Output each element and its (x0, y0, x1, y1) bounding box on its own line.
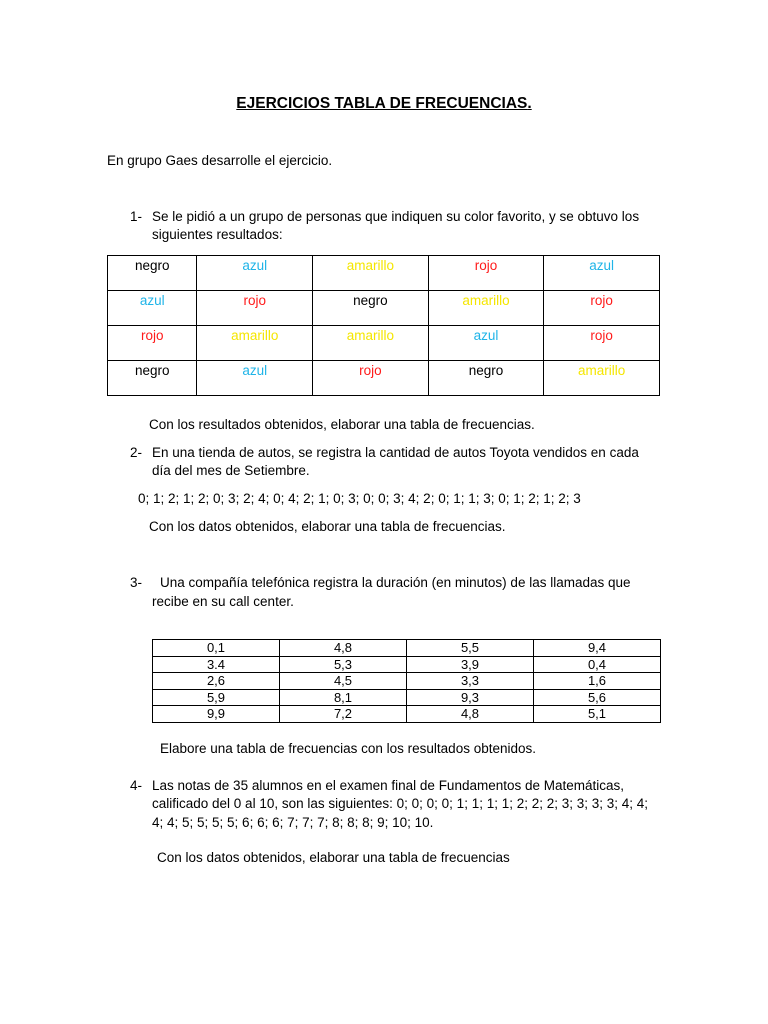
page-title-text: EJERCICIOS TABLA DE FRECUENCIAS (236, 95, 528, 112)
table-row (108, 291, 660, 326)
minutes-cell: 9,3 (407, 689, 534, 706)
minutes-cell: 0,4 (534, 656, 661, 673)
minutes-cell: 5,5 (407, 640, 534, 657)
minutes-cell: 9,4 (534, 640, 661, 657)
color-cell: negro (108, 361, 197, 396)
q3-number: 3- (130, 575, 143, 590)
q2-data-line: 0; 1; 2; 1; 2; 0; 3; 2; 4; 0; 4; 2; 1; 0; 3; 0; 0; 3; 4; 2; 0; 1; 1; 3; 0; 1; 2; 1; 2; 3 (138, 491, 581, 506)
q3-after-text: Elabore una tabla de frecuencias con los resultados obtenidos. (160, 741, 536, 756)
color-cell: amarillo (544, 361, 660, 396)
table-row (153, 656, 661, 673)
q4-line1: Las notas de 35 alumnos en el examen final de Fundamentos de Matemáticas, (152, 778, 625, 793)
color-cell: rojo (108, 326, 197, 361)
minutes-cell: 4,8 (407, 706, 534, 723)
intro-text: En grupo Gaes desarrolle el ejercicio. (107, 153, 333, 168)
q2-number: 2- (130, 445, 143, 460)
minutes-cell: 4,8 (280, 640, 407, 657)
color-cell: rojo (544, 291, 660, 326)
minutes-cell: 5,9 (153, 689, 280, 706)
page-title-period: . (527, 95, 532, 112)
color-cell: amarillo (428, 291, 544, 326)
table-row (108, 361, 660, 396)
color-cell: rojo (428, 256, 544, 291)
color-cell: azul (197, 361, 313, 396)
q1-after-text: Con los resultados obtenidos, elaborar una tabla de frecuencias. (149, 417, 535, 432)
color-cell: rojo (313, 361, 429, 396)
color-table (107, 255, 660, 396)
color-cell: amarillo (313, 256, 429, 291)
color-cell: negro (108, 256, 197, 291)
minutes-cell: 4,5 (280, 673, 407, 690)
table-row (153, 673, 661, 690)
q3-line1: Una compañía telefónica registra la duración (en minutos) de las llamadas que (160, 575, 631, 590)
color-cell: amarillo (313, 326, 429, 361)
q1-line2: siguientes resultados: (152, 227, 283, 242)
color-cell: negro (428, 361, 544, 396)
q4-line2: calificado del 0 al 10, son las siguientes: 0; 0; 0; 0; 1; 1; 1; 1; 2; 2; 2; 3; 3; 3; 3; 4; 4; (152, 796, 649, 811)
minutes-cell: 3,9 (407, 656, 534, 673)
minutes-cell: 5,1 (534, 706, 661, 723)
table-row (108, 256, 660, 291)
q4-number: 4- (130, 778, 143, 793)
minutes-cell: 3.4 (153, 656, 280, 673)
table-row (108, 326, 660, 361)
color-cell: azul (108, 291, 197, 326)
color-cell: rojo (197, 291, 313, 326)
table-row (153, 706, 661, 723)
minutes-cell: 5,3 (280, 656, 407, 673)
minutes-cell: 8,1 (280, 689, 407, 706)
color-cell: azul (197, 256, 313, 291)
minutes-cell: 7,2 (280, 706, 407, 723)
minutes-cell: 0,1 (153, 640, 280, 657)
q1-line1: Se le pidió a un grupo de personas que indiquen su color favorito, y se obtuvo los (152, 209, 640, 224)
q2-line2: día del mes de Setiembre. (152, 463, 310, 478)
color-cell: azul (428, 326, 544, 361)
table-row (153, 689, 661, 706)
color-cell: rojo (544, 326, 660, 361)
table-row (153, 640, 661, 657)
q4-line3: 4; 4; 5; 5; 5; 5; 6; 6; 6; 7; 7; 7; 8; 8; 8; 9; 10; 10. (152, 815, 434, 830)
minutes-cell: 1,6 (534, 673, 661, 690)
color-cell: negro (313, 291, 429, 326)
q2-line1: En una tienda de autos, se registra la cantidad de autos Toyota vendidos en cada (152, 445, 639, 460)
color-cell: azul (544, 256, 660, 291)
color-cell: amarillo (197, 326, 313, 361)
minutes-cell: 9,9 (153, 706, 280, 723)
minutes-cell: 3,3 (407, 673, 534, 690)
minutes-table (152, 639, 661, 723)
q3-line2: recibe en su call center. (152, 594, 294, 609)
q4-after-text: Con los datos obtenidos, elaborar una tabla de frecuencias (157, 850, 510, 865)
q1-number: 1- (130, 209, 143, 224)
page-title (0, 95, 768, 113)
minutes-cell: 2,6 (153, 673, 280, 690)
q2-after-text: Con los datos obtenidos, elaborar una tabla de frecuencias. (149, 519, 506, 534)
minutes-cell: 5,6 (534, 689, 661, 706)
